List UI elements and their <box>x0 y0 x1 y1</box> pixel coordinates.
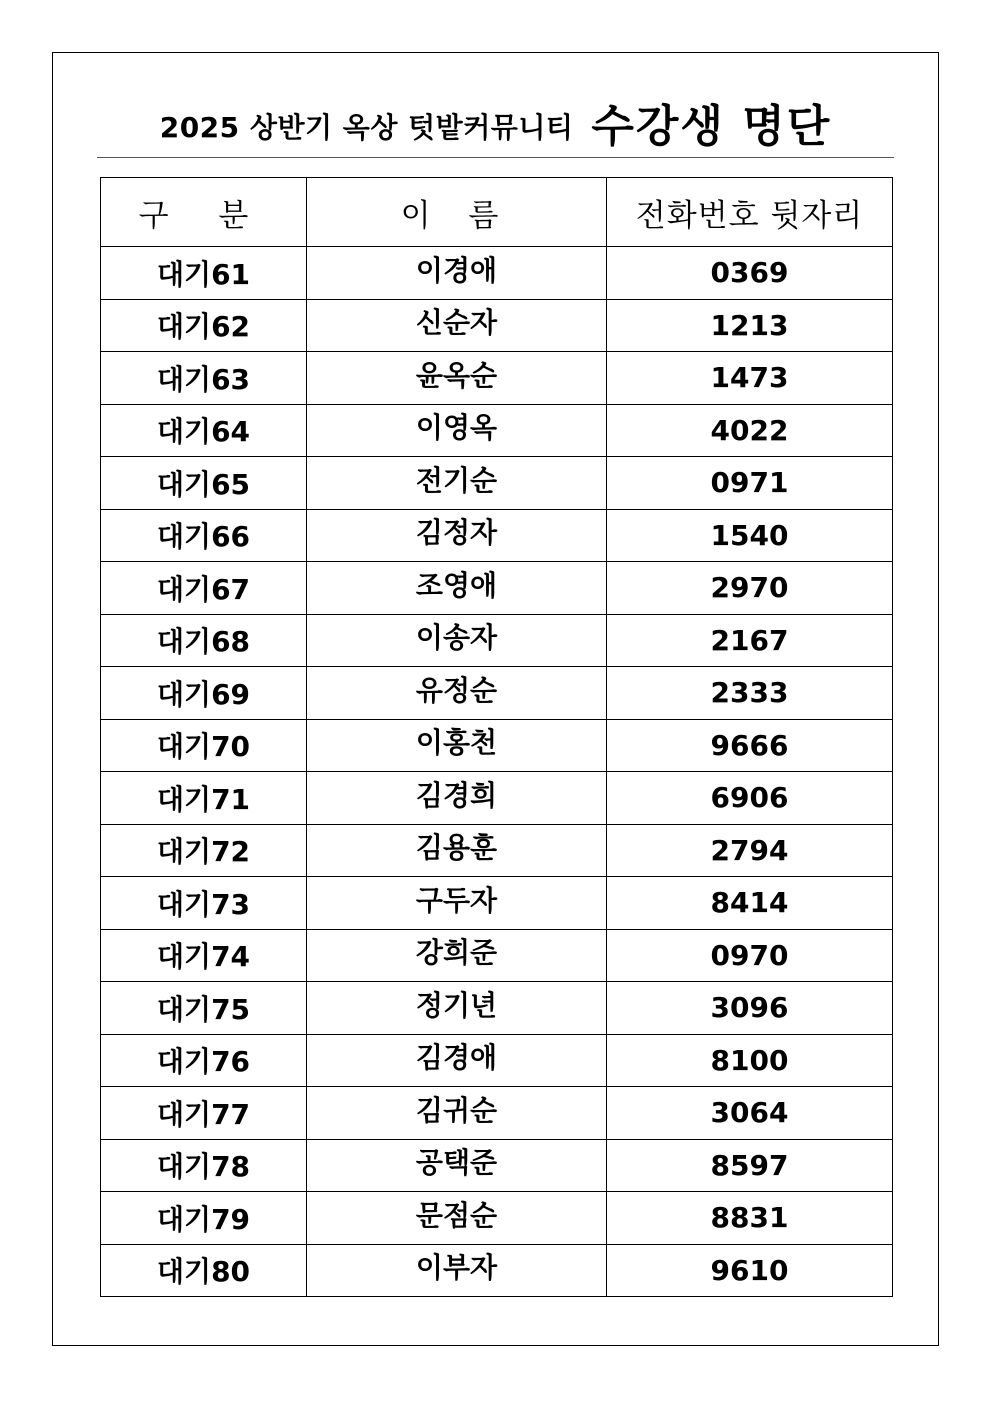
row-category-cell: 대기79 <box>101 1192 307 1245</box>
row-category-cell: 대기74 <box>101 929 307 982</box>
row-phone-cell: 9666 <box>607 719 893 772</box>
row-phone-cell: 0971 <box>607 457 893 510</box>
table-row <box>101 562 893 615</box>
table-row <box>101 667 893 720</box>
row-category-cell: 대기61 <box>101 247 307 300</box>
row-name-cell: 유정순 <box>307 663 607 716</box>
row-phone-cell: 1213 <box>607 299 893 352</box>
row-category-cell: 대기66 <box>101 509 307 562</box>
row-name-cell: 김귀순 <box>307 1083 607 1136</box>
row-phone-cell: 6906 <box>607 772 893 825</box>
row-name-cell: 구두자 <box>307 873 607 926</box>
table-row <box>101 457 893 510</box>
row-category-cell: 대기75 <box>101 982 307 1035</box>
roster-body <box>101 247 893 1297</box>
row-name-cell: 이부자 <box>307 1240 607 1293</box>
row-name-cell: 강희준 <box>307 925 607 978</box>
table-row <box>101 404 893 457</box>
row-phone-cell: 0369 <box>607 247 893 300</box>
row-phone-cell: 0970 <box>607 929 893 982</box>
table-row <box>101 719 893 772</box>
row-name-cell: 김용훈 <box>307 820 607 873</box>
row-name-cell: 이홍천 <box>307 715 607 768</box>
row-phone-cell: 2333 <box>607 667 893 720</box>
row-category-cell: 대기80 <box>101 1244 307 1297</box>
table-row <box>101 1034 893 1087</box>
row-phone-cell: 1473 <box>607 352 893 405</box>
table-row <box>101 929 893 982</box>
row-phone-cell: 9610 <box>607 1244 893 1297</box>
row-phone-cell: 4022 <box>607 404 893 457</box>
row-phone-cell: 2167 <box>607 614 893 667</box>
table-row <box>101 982 893 1035</box>
row-name-cell: 신순자 <box>307 295 607 348</box>
table-row <box>101 877 893 930</box>
table-row <box>101 1087 893 1140</box>
row-name-cell: 공택준 <box>307 1135 607 1188</box>
table-header-row <box>101 178 893 247</box>
row-category-cell: 대기65 <box>101 457 307 510</box>
roster-table <box>100 177 893 1297</box>
header-phone-suffix: 전화번호 뒷자리 <box>607 178 893 247</box>
table-row <box>101 299 893 352</box>
title-prefix: 2025 상반기 옥상 텃밭커뮤니티 <box>159 111 574 144</box>
table-row <box>101 772 893 825</box>
row-category-cell: 대기63 <box>101 352 307 405</box>
row-category-cell: 대기78 <box>101 1139 307 1192</box>
row-category-cell: 대기64 <box>101 404 307 457</box>
row-name-cell: 전기순 <box>307 453 607 506</box>
row-name-cell: 김정자 <box>307 505 607 558</box>
row-category-cell: 대기76 <box>101 1034 307 1087</box>
header-category: 구 분 <box>101 178 307 247</box>
row-phone-cell: 3096 <box>607 982 893 1035</box>
row-name-cell: 이영옥 <box>307 400 607 453</box>
row-phone-cell: 3064 <box>607 1087 893 1140</box>
row-category-cell: 대기70 <box>101 719 307 772</box>
row-name-cell: 김경애 <box>307 1030 607 1083</box>
row-phone-cell: 8100 <box>607 1034 893 1087</box>
table-row <box>101 247 893 300</box>
table-row <box>101 1244 893 1297</box>
row-category-cell: 대기62 <box>101 299 307 352</box>
table-row <box>101 614 893 667</box>
row-name-cell: 정기년 <box>307 978 607 1031</box>
row-name-cell: 김경희 <box>307 768 607 821</box>
table-row <box>101 1139 893 1192</box>
row-phone-cell: 8831 <box>607 1192 893 1245</box>
title-emphasis: 수강생 명단 <box>591 101 832 152</box>
row-category-cell: 대기72 <box>101 824 307 877</box>
row-category-cell: 대기77 <box>101 1087 307 1140</box>
row-category-cell: 대기69 <box>101 667 307 720</box>
table-row <box>101 352 893 405</box>
row-name-cell: 조영애 <box>307 558 607 611</box>
header-name: 이 름 <box>307 178 607 247</box>
title-divider <box>97 157 894 158</box>
row-category-cell: 대기73 <box>101 877 307 930</box>
row-category-cell: 대기71 <box>101 772 307 825</box>
row-name-cell: 문점순 <box>307 1188 607 1241</box>
row-category-cell: 대기68 <box>101 614 307 667</box>
row-phone-cell: 8597 <box>607 1139 893 1192</box>
table-row <box>101 1192 893 1245</box>
table-row <box>101 509 893 562</box>
row-phone-cell: 2794 <box>607 824 893 877</box>
row-name-cell: 윤옥순 <box>307 348 607 401</box>
row-category-cell: 대기67 <box>101 562 307 615</box>
row-phone-cell: 8414 <box>607 877 893 930</box>
row-name-cell: 이송자 <box>307 610 607 663</box>
document-title <box>97 86 894 158</box>
table-row <box>101 824 893 877</box>
row-name-cell: 이경애 <box>307 243 607 296</box>
row-phone-cell: 2970 <box>607 562 893 615</box>
row-phone-cell: 1540 <box>607 509 893 562</box>
